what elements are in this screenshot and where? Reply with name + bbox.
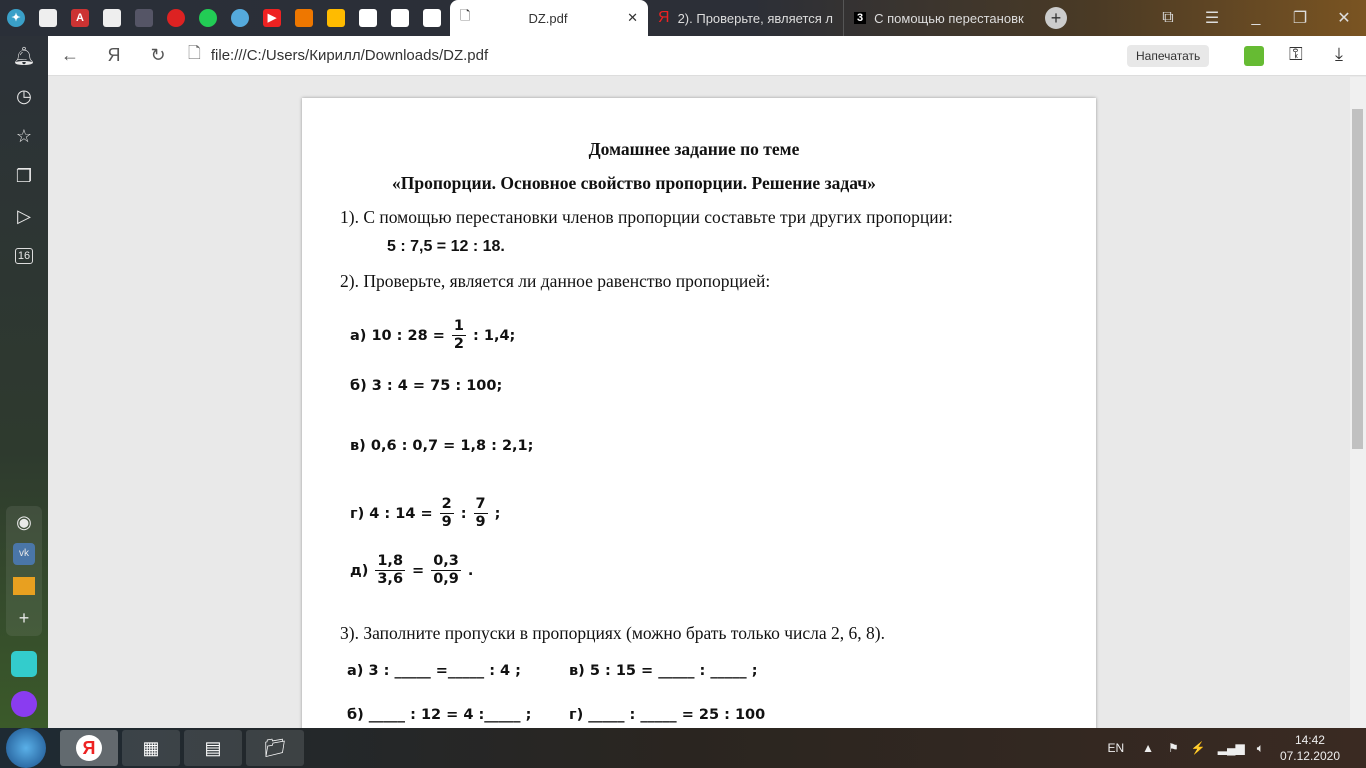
denominator: 0,9 [433, 571, 459, 587]
pinned-tab[interactable] [384, 0, 416, 36]
pdf-viewer [48, 77, 1350, 728]
scrollbar-thumb[interactable] [1352, 109, 1363, 449]
pinned-tab[interactable] [128, 0, 160, 36]
file-icon: 🗋 [188, 45, 201, 62]
sidebar-apps [6, 506, 42, 636]
expression-text: ; [494, 505, 501, 522]
q2-item [350, 438, 533, 454]
q2-item [350, 378, 502, 394]
question-2: 2). Проверьте, является ли данное равенство пропорцией: [340, 271, 771, 291]
expression-text: . [467, 562, 474, 579]
close-tab-icon[interactable]: ✕ [627, 10, 638, 25]
pinned-tab[interactable] [160, 0, 192, 36]
numerator: 2 [441, 496, 452, 512]
question-1-expression: 5 : 7,5 = 12 : 18. [387, 238, 505, 255]
yandex-icon: Я [658, 9, 670, 26]
fraction [431, 553, 461, 588]
alice-assistant-icon[interactable] [0, 684, 48, 724]
start-button[interactable] [6, 728, 46, 768]
pinned-tab[interactable] [352, 0, 384, 36]
pinned-tab[interactable] [416, 0, 448, 36]
pinned-tab[interactable]: A [64, 0, 96, 36]
pinned-tab-youtube[interactable]: ▶ [256, 0, 288, 36]
restore-button[interactable]: ❐ [1292, 10, 1308, 27]
tab-question[interactable]: Я 2). Проверьте, является л [658, 9, 834, 26]
file-icon: 🗋 [460, 8, 471, 23]
q2-item [350, 318, 515, 353]
expression-text: б) 3 : 4 = 75 : 100; [350, 378, 503, 394]
action-center-icon[interactable]: ⚑ [1168, 741, 1179, 755]
q3-item-b: б) _____ : 12 = 4 :_____ ; [347, 707, 532, 723]
clock[interactable]: 14:42 07.12.2020 [1279, 733, 1340, 763]
taskbar-app[interactable]: ▤ [184, 730, 242, 766]
q2-item [350, 553, 473, 588]
calendar-icon[interactable]: 16 [0, 236, 48, 276]
numerator: 7 [475, 496, 486, 512]
new-tab-button[interactable]: + [1045, 7, 1067, 29]
address-bar [48, 36, 1366, 76]
tab-bar [0, 0, 1366, 36]
question-1: 1). С помощью перестановки членов пропорции составьте три других пропорции: [340, 207, 953, 227]
pinned-tab[interactable] [320, 0, 352, 36]
denominator: 9 [441, 514, 452, 530]
url-field[interactable]: file:///C:/Users/Кирилл/Downloads/DZ.pdf [210, 47, 489, 64]
numerator: 0,3 [433, 553, 459, 569]
denominator: 2 [453, 336, 465, 352]
pdf-page [302, 98, 1096, 728]
pinned-tab[interactable] [96, 0, 128, 36]
numerator: 1,8 [377, 553, 404, 569]
fraction [375, 553, 405, 588]
messenger-icon[interactable] [0, 644, 48, 684]
download-icon[interactable]: ⤓ [1335, 44, 1343, 64]
star-icon[interactable]: ☆ [15, 125, 33, 146]
mail-icon[interactable] [6, 570, 42, 602]
fraction [440, 496, 454, 531]
taskbar-yandex[interactable]: Я [60, 730, 118, 766]
expression-text: : 1,4; [473, 327, 516, 344]
scrollbar[interactable] [1350, 77, 1366, 728]
expression-text: а) 10 : 28 = [350, 327, 445, 344]
vk-icon[interactable]: vk [6, 538, 42, 570]
taskbar-explorer[interactable]: 📁︎ [246, 730, 304, 766]
q3-item-v: в) 5 : 15 = _____ : _____ ; [569, 663, 758, 679]
protect-icon[interactable]: ⚿ [1289, 44, 1303, 64]
fraction [452, 318, 466, 353]
pinned-tab-whatsapp[interactable] [192, 0, 224, 36]
site-icon: 3 [854, 12, 866, 24]
question-3: 3). Заполните пропуски в пропорциях (можно брать только числа 2, 6, 8). [340, 623, 885, 643]
pinned-tab[interactable] [32, 0, 64, 36]
expression-text: : [460, 505, 467, 522]
expression-text: = [412, 562, 425, 579]
sidebar [0, 36, 48, 728]
minimize-button[interactable]: _ [1251, 9, 1261, 26]
expression-text: г) 4 : 14 = [350, 505, 433, 522]
add-icon[interactable]: + [18, 607, 30, 628]
fraction [474, 496, 488, 531]
power-icon[interactable]: ⚡ [1190, 741, 1206, 755]
title-line-2: «Пропорции. Основное свойство пропорции. Решение задач» [392, 173, 876, 193]
expression-text: д) [350, 562, 369, 579]
network-icon[interactable]: ▂▄▆ [1217, 741, 1245, 755]
pinned-tab[interactable] [288, 0, 320, 36]
collections-icon[interactable]: ❐ [15, 165, 33, 186]
taskbar-app[interactable]: ▦ [122, 730, 180, 766]
language-indicator[interactable]: EN [1107, 741, 1125, 755]
q2-item [350, 496, 500, 531]
tray-expand-icon[interactable]: ▲ [1142, 741, 1155, 755]
tab-dz-pdf[interactable]: 🗋 DZ.pdf ✕ [450, 0, 648, 36]
denominator: 9 [475, 514, 486, 530]
tab-permutation[interactable]: 3 С помощью перестановк [843, 0, 1035, 36]
title-line-1: Домашнее задание по теме [588, 139, 800, 159]
browser-menu-button[interactable]: ✦ [0, 0, 32, 36]
denominator: 3,6 [377, 571, 404, 587]
taskbar [0, 728, 1366, 768]
numerator: 1 [453, 318, 465, 334]
print-button[interactable]: Напечатать [1127, 45, 1209, 67]
volume-icon[interactable]: 🔈︎ [1256, 740, 1264, 755]
yandex-button[interactable]: Я [107, 45, 121, 65]
close-window-button[interactable]: ✕ [1337, 10, 1351, 27]
expression-text: в) 0,6 : 0,7 = 1,8 : 2,1; [350, 438, 534, 454]
bell-icon[interactable]: 🔔︎ [12, 45, 36, 66]
menu-icon[interactable]: ☰ [1204, 10, 1220, 27]
history-icon[interactable]: ◷ [16, 85, 32, 106]
bookmarks-icon[interactable]: ⧉ [1162, 9, 1174, 26]
back-button[interactable]: ← [61, 45, 79, 65]
q3-item-g: г) _____ : _____ = 25 : 100 [569, 707, 766, 723]
extension-icon[interactable] [1244, 46, 1264, 66]
reload-button[interactable]: ↻ [150, 45, 166, 65]
alice-icon[interactable]: ◉ [16, 511, 32, 532]
q3-item-a: а) 3 : _____ =_____ : 4 ; [347, 663, 521, 679]
pinned-tab[interactable] [224, 0, 256, 36]
play-icon[interactable]: ▷ [17, 205, 31, 226]
